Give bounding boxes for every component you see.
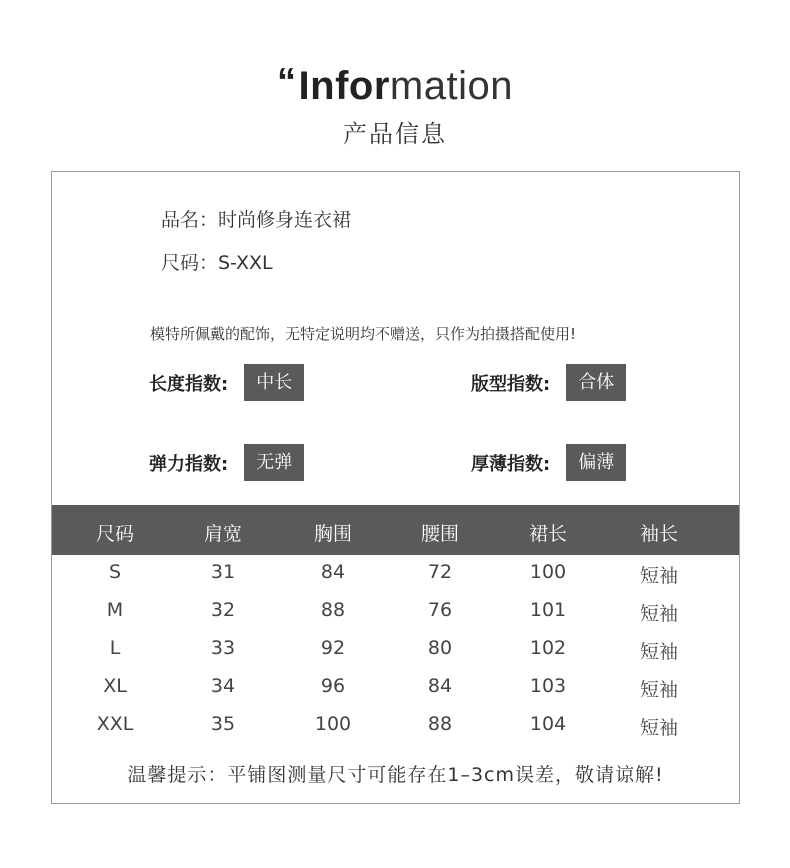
- page-header: [0, 62, 790, 149]
- product-size-range: 尺码：S-XXL: [161, 252, 273, 274]
- cell-skirt-length: 103: [529, 675, 567, 697]
- fit-index: [471, 364, 626, 401]
- title-chinese: 产品信息: [343, 120, 447, 148]
- cell-chest: 100: [314, 713, 352, 735]
- cell-shoulder: 35: [210, 713, 236, 735]
- cell-waist: 84: [427, 675, 453, 697]
- cell-size: XXL: [96, 713, 134, 735]
- header-waist: 腰围: [420, 523, 459, 545]
- cell-size: XL: [103, 675, 127, 697]
- cell-shoulder: 34: [210, 675, 236, 697]
- cell-shoulder: 33: [210, 637, 236, 659]
- length-index-label: 长度指数:: [149, 373, 229, 395]
- measurement-tip: 温馨提示：平铺图测量尺寸可能存在1–3cm误差，敬请谅解!: [127, 764, 664, 786]
- title-english: [0, 62, 790, 110]
- size-table-header: [52, 505, 739, 555]
- cell-chest: 96: [320, 675, 346, 697]
- elasticity-index: [149, 444, 304, 481]
- cell-sleeve-length: 短袖: [639, 641, 678, 663]
- cell-skirt-length: 101: [529, 599, 567, 621]
- accessory-note: 模特所佩戴的配饰，无特定说明均不赠送，只作为拍摄搭配使用!: [150, 325, 577, 343]
- cell-chest: 88: [320, 599, 346, 621]
- cell-waist: 80: [427, 637, 453, 659]
- cell-sleeve-length: 短袖: [639, 679, 678, 701]
- header-sleeve-length: 袖长: [639, 523, 678, 545]
- header-chest: 胸围: [313, 523, 352, 545]
- table-row: [52, 593, 739, 631]
- cell-skirt-length: 102: [529, 637, 567, 659]
- thickness-index: [471, 444, 626, 481]
- elasticity-index-value: 无弹: [244, 444, 304, 481]
- cell-skirt-length: 104: [529, 713, 567, 735]
- cell-skirt-length: 100: [529, 561, 567, 583]
- length-index: [149, 364, 304, 401]
- thickness-index-label: 厚薄指数:: [471, 453, 551, 475]
- table-row: [52, 631, 739, 669]
- thickness-index-value: 偏薄: [566, 444, 626, 481]
- cell-waist: 76: [427, 599, 453, 621]
- quote-mark: “: [277, 61, 297, 103]
- product-name: 品名：时尚修身连衣裙: [161, 209, 352, 231]
- table-row: [52, 669, 739, 707]
- fit-index-value: 合体: [566, 364, 626, 401]
- cell-chest: 84: [320, 561, 346, 583]
- header-shoulder: 肩宽: [203, 523, 242, 545]
- info-box: [51, 171, 740, 804]
- cell-size: S: [108, 561, 122, 583]
- cell-sleeve-length: 短袖: [639, 603, 678, 625]
- cell-size: L: [109, 637, 121, 659]
- cell-shoulder: 31: [210, 561, 236, 583]
- header-size: 尺码: [95, 523, 134, 545]
- cell-waist: 72: [427, 561, 453, 583]
- cell-sleeve-length: 短袖: [639, 717, 678, 739]
- cell-waist: 88: [427, 713, 453, 735]
- length-index-value: 中长: [244, 364, 304, 401]
- cell-sleeve-length: 短袖: [639, 565, 678, 587]
- fit-index-label: 版型指数:: [471, 373, 551, 395]
- cell-size: M: [106, 599, 124, 621]
- cell-shoulder: 32: [210, 599, 236, 621]
- title-light-part: mation: [389, 64, 513, 108]
- elasticity-index-label: 弹力指数:: [149, 453, 229, 475]
- header-skirt-length: 裙长: [528, 523, 567, 545]
- cell-chest: 92: [320, 637, 346, 659]
- title-bold-part: Infor: [298, 64, 390, 108]
- table-row: [52, 707, 739, 745]
- table-row: [52, 555, 739, 593]
